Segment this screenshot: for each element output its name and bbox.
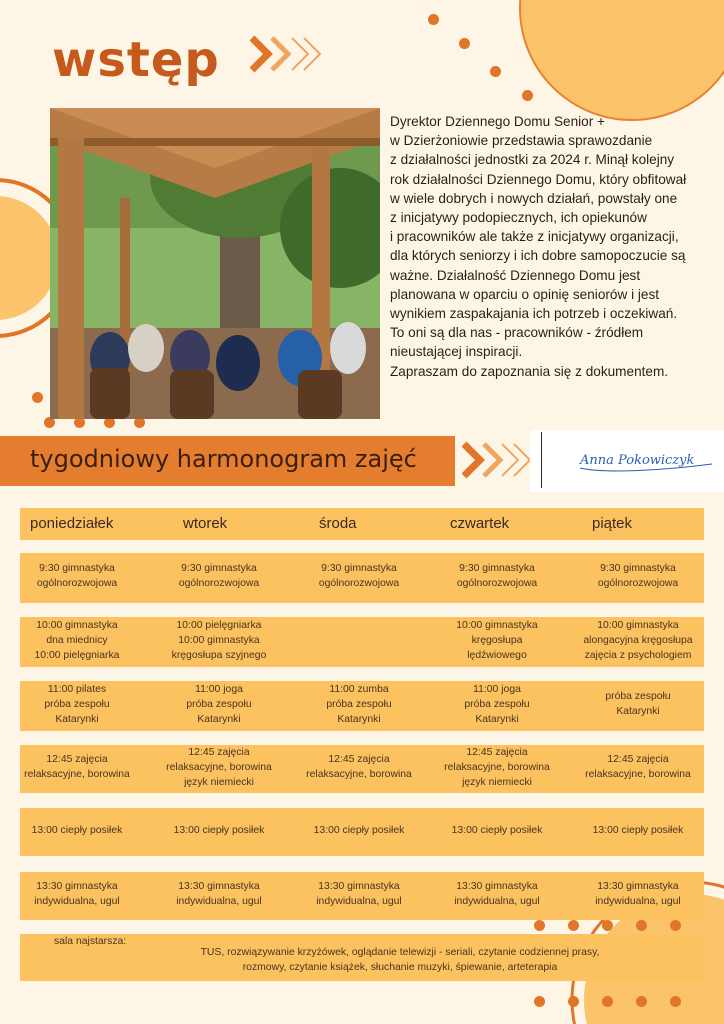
schedule-cell: 11:00 joga próba zespołu Katarynki (186, 683, 252, 725)
schedule-cell: 9:30 gimnastyka ogólnorozwojowa (178, 563, 260, 589)
schedule-cell: 13:30 gimnastyka indywidualna, ugul (34, 881, 120, 907)
schedule-cell: 9:30 gimnastyka ogólnorozwojowa (597, 563, 679, 589)
day-header: środa (319, 515, 357, 532)
schedule-cell: 12:45 zajęcia relaksacyjne, borowina język niemiecki (166, 747, 272, 788)
schedule-title: tygodniowy harmonogram zajęć (30, 445, 417, 473)
day-header: poniedziałek (30, 515, 114, 532)
schedule-cell: 13:00 ciepły posiłek (31, 824, 123, 836)
schedule-cell: 11:00 joga próba zespołu Katarynki (464, 683, 530, 725)
schedule-cell: 9:30 gimnastyka ogólnorozwojowa (456, 563, 538, 589)
day-header: czwartek (450, 515, 510, 532)
schedule-cell: 13:30 gimnastyka indywidualna, ugul (316, 881, 402, 907)
gazebo-photo (50, 108, 380, 419)
intro-text: Dyrektor Dziennego Domu Senior + w Dzierżoniowie przedstawia sprawozdanie z działalności jednostki za 2024 r. Minął kolejny rok działalności Dziennego Domu, który obfitował w wiele dobrych i nowych działań, powstały one z inicjatywy podopiecznych, ich opiekunów i pracowników ale także z inicjatywy organizacji, dla których seniorzy i ich dobre samopoczucie są ważne. Działalność Dziennego Domu jest planowana w oparciu o opinię seniorów i jest wynikiem zaspakajania ich potrzeb i oczekiwań. To oni są dla nas - pracowników - źródłem nieustającej inspiracji. Zapraszam do zapoznania się z dokumentem. (390, 114, 687, 379)
schedule-cell: 9:30 gimnastyka ogólnorozwojowa (36, 563, 118, 589)
day-header: wtorek (183, 515, 228, 532)
banner-chevrons-icon (462, 440, 532, 480)
schedule-cell: 11:00 pilates próba zespołu Katarynki (44, 683, 110, 725)
schedule-cell: 13:30 gimnastyka indywidualna, ugul (595, 881, 681, 907)
schedule-cell: 10:00 gimnastyka dna miednicy 10:00 pielęgniarka (34, 619, 120, 661)
schedule-cell: 13:30 gimnastyka indywidualna, ugul (454, 881, 540, 907)
signature (576, 440, 716, 480)
schedule-cell: 11:00 zumba próba zespołu Katarynki (326, 683, 392, 725)
schedule-cell: 13:00 ciepły posiłek (173, 824, 265, 836)
schedule-cell: 9:30 gimnastyka ogólnorozwojowa (318, 563, 400, 589)
schedule-cell: 13:00 ciepły posiłek (592, 824, 684, 836)
schedule-cell: próba zespołu Katarynki (605, 691, 671, 717)
schedule-cell: 13:30 gimnastyka indywidualna, ugul (176, 881, 262, 907)
day-header: piątek (592, 515, 633, 532)
schedule-cell: 13:00 ciepły posiłek (313, 824, 405, 836)
schedule-cell: 10:00 gimnastyka kręgosłupa lędźwiowego (456, 619, 538, 661)
signature-divider (541, 432, 542, 488)
schedule-cell: 10:00 gimnastyka alongacyjna kręgosłupa zajęcia z psychologiem (583, 619, 693, 661)
schedule-cell: 12:45 zajęcia relaksacyjne, borowina język niemiecki (444, 747, 550, 788)
schedule-cell: 12:45 zajęcia relaksacyjne, borowina (306, 754, 412, 780)
footer-text: TUS, rozwiązywanie krzyżówek, oglądanie telewizji - seriali, czytanie codziennej prasy, rozmowy, czytanie książek, słuchanie muzyki, śpiewanie, arteterapia (200, 947, 600, 973)
svg-text:Anna Pokowiczyk: Anna Pokowiczyk (580, 453, 695, 468)
schedule-cell: 10:00 pielęgniarka 10:00 gimnastyka kręgosłupa szyjnego (171, 619, 267, 661)
schedule-cell: 12:45 zajęcia relaksacyjne, borowina (585, 754, 691, 780)
footer-label: sala najstarsza: (54, 936, 127, 947)
schedule-cell: 13:00 ciepły posiłek (451, 824, 543, 836)
page-title: wstęp (52, 32, 220, 88)
schedule-cell: 12:45 zajęcia relaksacyjne, borowina (24, 754, 130, 780)
chevrons-icon (250, 34, 322, 74)
